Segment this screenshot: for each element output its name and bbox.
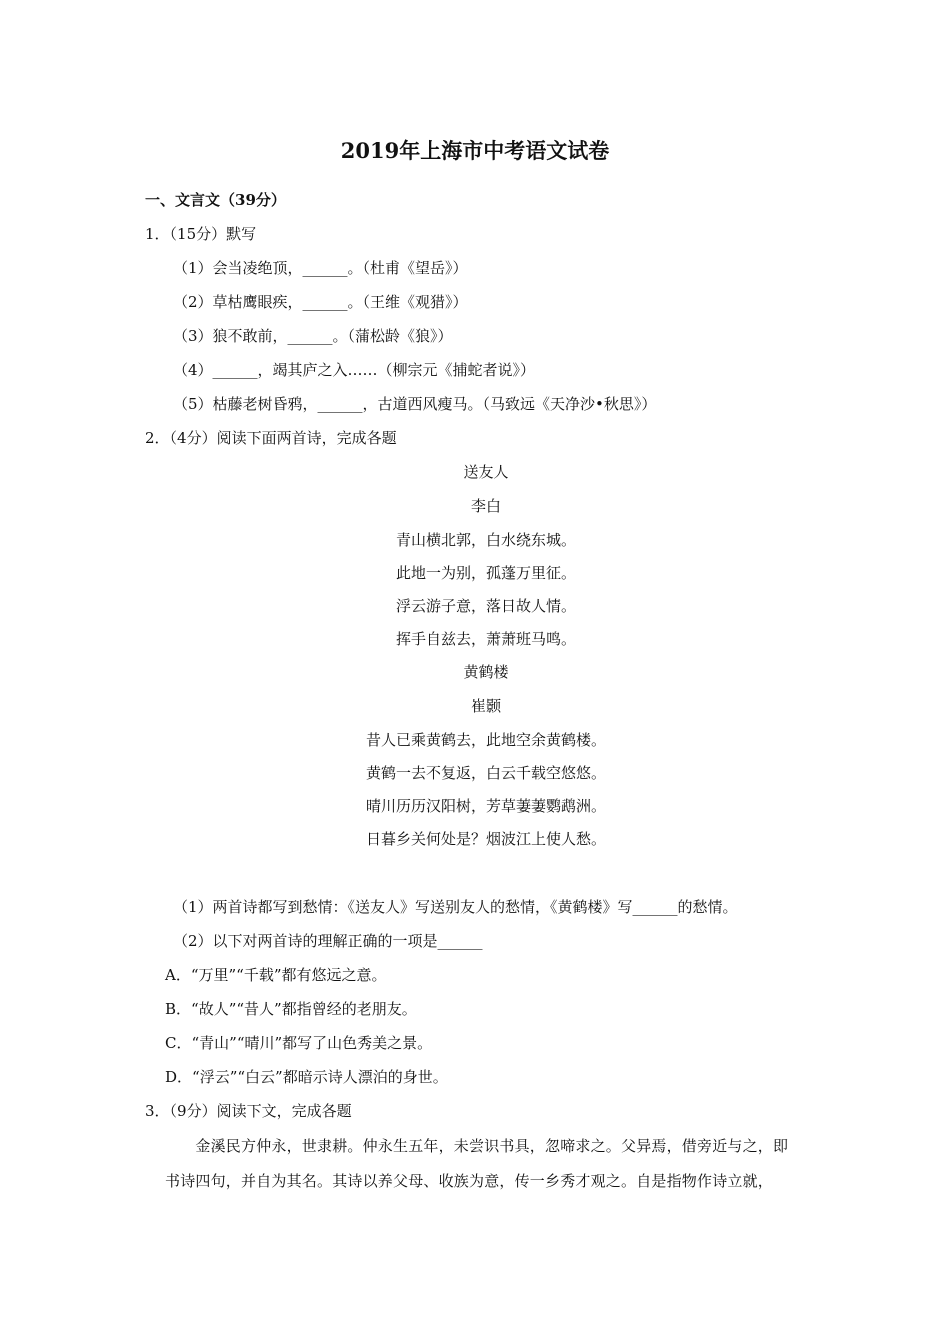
question-1-item: （4）______，竭其庐之入……（柳宗元《捕蛇者说》）	[173, 361, 536, 379]
question-1-item: （3）狼不敢前，______。（蒲松龄《狼》）	[173, 327, 453, 345]
poem-1-title: 送友人	[463, 463, 509, 481]
poem-2-line: 晴川历历汉阳树，芳草萋萋鹦鹉洲。	[365, 797, 606, 815]
passage-line: 书诗四句，并自为其名。其诗以养父母、收族为意，传一乡秀才观之。自是指物作诗立就，	[165, 1172, 774, 1190]
poem-1-line: 青山横北郭，白水绕东城。	[395, 531, 576, 549]
poem-1-line: 此地一为别，孤蓬万里征。	[395, 564, 576, 582]
question-1-heading: 1．（15分）默写	[145, 225, 257, 243]
poem-1-line: 浮云游子意，落日故人情。	[395, 597, 576, 615]
question-1-item: （5）枯藤老树昏鸦，______，古道西风瘦马。（马致远《天净沙•秋思》）	[173, 395, 657, 413]
question-2-sub-2: （2）以下对两首诗的理解正确的一项是______	[173, 932, 483, 950]
poem-2-title: 黄鹤楼	[463, 663, 509, 681]
question-2-sub-1: （1）两首诗都写到愁情：《送友人》写送别友人的愁情，《黄鹤楼》写______的愁情。	[173, 898, 738, 916]
section-heading-classical-chinese: 一、文言文（39分）	[145, 191, 286, 209]
option-b: B．“故人”“昔人”都指曾经的老朋友。	[165, 1000, 417, 1018]
passage-line: 金溪民方仲永，世隶耕。仲永生五年，未尝识书具，忽啼求之。父异焉，借旁近与之，即	[165, 1137, 789, 1155]
poem-1-author: 李白	[470, 497, 501, 515]
page-title: 2019年上海市中考语文试卷	[340, 138, 610, 163]
question-1-item: （1）会当凌绝顶，______。（杜甫《望岳》）	[173, 259, 468, 277]
option-c: C．“青山”“晴川”都写了山色秀美之景。	[165, 1034, 433, 1052]
poem-2-line: 昔人已乘黄鹤去，此地空余黄鹤楼。	[365, 731, 606, 749]
question-1-item: （2）草枯鹰眼疾，______。（王维《观猎》）	[173, 293, 468, 311]
question-3-heading: 3．（9分）阅读下文，完成各题	[145, 1102, 352, 1120]
option-a: A．“万里”“千载”都有悠远之意。	[165, 966, 387, 984]
option-d: D．“浮云”“白云”都暗示诗人漂泊的身世。	[165, 1068, 448, 1086]
poem-2-line: 黄鹤一去不复返，白云千载空悠悠。	[365, 764, 606, 782]
poem-2-line: 日暮乡关何处是？烟波江上使人愁。	[365, 830, 606, 848]
poem-2-author: 崔颢	[470, 697, 501, 715]
poem-1-line: 挥手自兹去，萧萧班马鸣。	[395, 630, 576, 648]
question-2-heading: 2．（4分）阅读下面两首诗，完成各题	[145, 429, 397, 447]
